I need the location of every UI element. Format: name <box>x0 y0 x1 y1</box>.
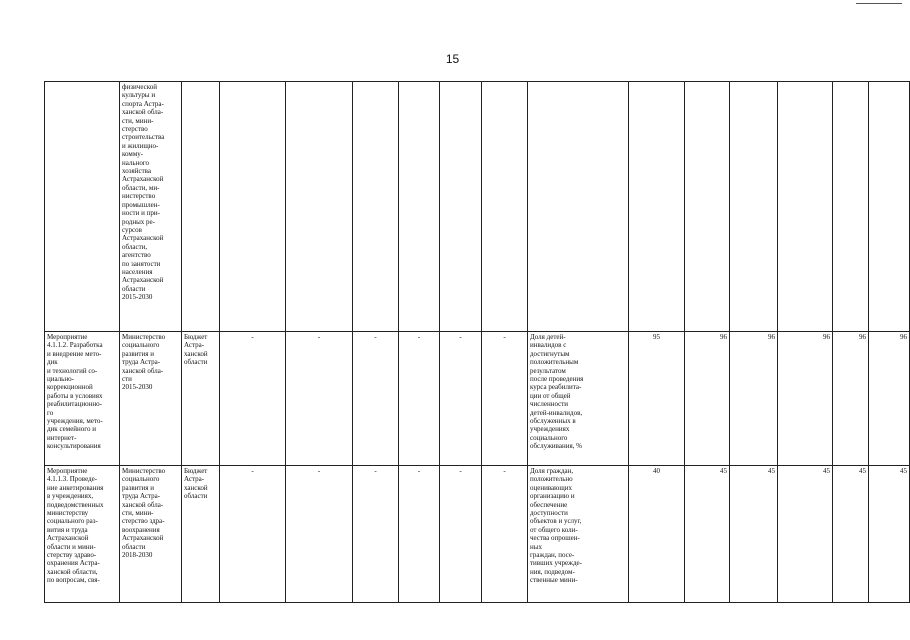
page-number: 15 <box>445 52 460 66</box>
table-row <box>45 466 910 603</box>
value-cell <box>685 82 730 332</box>
amount-cell <box>482 82 528 332</box>
value-cell: 45 <box>869 466 910 603</box>
indicator-cell <box>528 82 629 332</box>
funding-source-cell: Бюджет Астра- ханской области <box>182 466 220 603</box>
amount-cell: - <box>353 466 399 603</box>
top-edge-line <box>856 3 902 4</box>
amount-cell: - <box>220 466 286 603</box>
amount-cell: - <box>482 466 528 603</box>
value-cell: 45 <box>778 466 833 603</box>
value-cell <box>869 82 910 332</box>
amount-cell <box>399 82 440 332</box>
value-cell: 96 <box>778 332 833 466</box>
executor-cell: Министерство социального развития и труда Астра- ханской обла- сти 2015-2030 <box>120 332 182 466</box>
amount-cell: - <box>482 332 528 466</box>
value-cell <box>730 82 778 332</box>
program-measures-table <box>44 81 910 603</box>
value-cell: 40 <box>629 466 685 603</box>
value-cell <box>833 82 869 332</box>
amount-cell: - <box>399 466 440 603</box>
amount-cell <box>353 82 399 332</box>
value-cell: 96 <box>685 332 730 466</box>
value-cell: 96 <box>833 332 869 466</box>
table-row <box>45 332 910 466</box>
measure-cell: Мероприятие 4.1.1.3. Проведе- ние анкетирования в учреждениях, подведомственных министерству социального раз- вития и труда Астраханской области и мини- стерству здраво- охранения Астра- ханской области, по вопросам, свя- <box>45 466 120 603</box>
measure-cell <box>45 82 120 332</box>
funding-source-cell <box>182 82 220 332</box>
amount-cell <box>286 82 353 332</box>
table-row <box>45 82 910 332</box>
executor-cell: Министерство социального развития и труда Астра- ханской обла- сти, мини- стерство здра- воохранения Астраханской области 2018-2030 <box>120 466 182 603</box>
amount-cell: - <box>440 332 482 466</box>
value-cell <box>778 82 833 332</box>
value-cell: 45 <box>833 466 869 603</box>
amount-cell <box>220 82 286 332</box>
measure-cell: Мероприятие 4.1.1.2. Разработка и внедрение мето- дик и технологий со- циально- коррекционной работы в условиях реабилитационно- го учреждения, мето- дик семейного и интернет- консультирования <box>45 332 120 466</box>
executor-cell: физической культуры и спорта Астра- ханской обла- сти, мини- стерство строительства и жилищно- комму- нального хозяйства Астраханской области, ми- нистерство промышлен- ности и при- родных ре- сурсов Астраханской области, агентство по занятости населения Астраханской области 2015-2030 <box>120 82 182 332</box>
amount-cell: - <box>399 332 440 466</box>
value-cell: 95 <box>629 332 685 466</box>
amount-cell <box>440 82 482 332</box>
value-cell: 96 <box>730 332 778 466</box>
indicator-cell: Доля детей- инвалидов с достигнутым положительным результатом после проведения курса реабилита- ции от общей численности детей-инвалидов, обслуженных в учреждениях социального обслуживания, % <box>528 332 629 466</box>
value-cell: 96 <box>869 332 910 466</box>
amount-cell: - <box>353 332 399 466</box>
indicator-cell: Доля граждан, положительно оценивающих организацию и обеспечение доступности объектов и услуг, от общего коли- чества опрошен- ных граждан, посе- тивших учрежде- ния, подведом- ственные мини- <box>528 466 629 603</box>
amount-cell: - <box>440 466 482 603</box>
funding-source-cell: Бюджет Астра- ханской области <box>182 332 220 466</box>
value-cell: 45 <box>685 466 730 603</box>
amount-cell: - <box>286 332 353 466</box>
amount-cell: - <box>286 466 353 603</box>
value-cell: 45 <box>730 466 778 603</box>
value-cell <box>629 82 685 332</box>
amount-cell: - <box>220 332 286 466</box>
